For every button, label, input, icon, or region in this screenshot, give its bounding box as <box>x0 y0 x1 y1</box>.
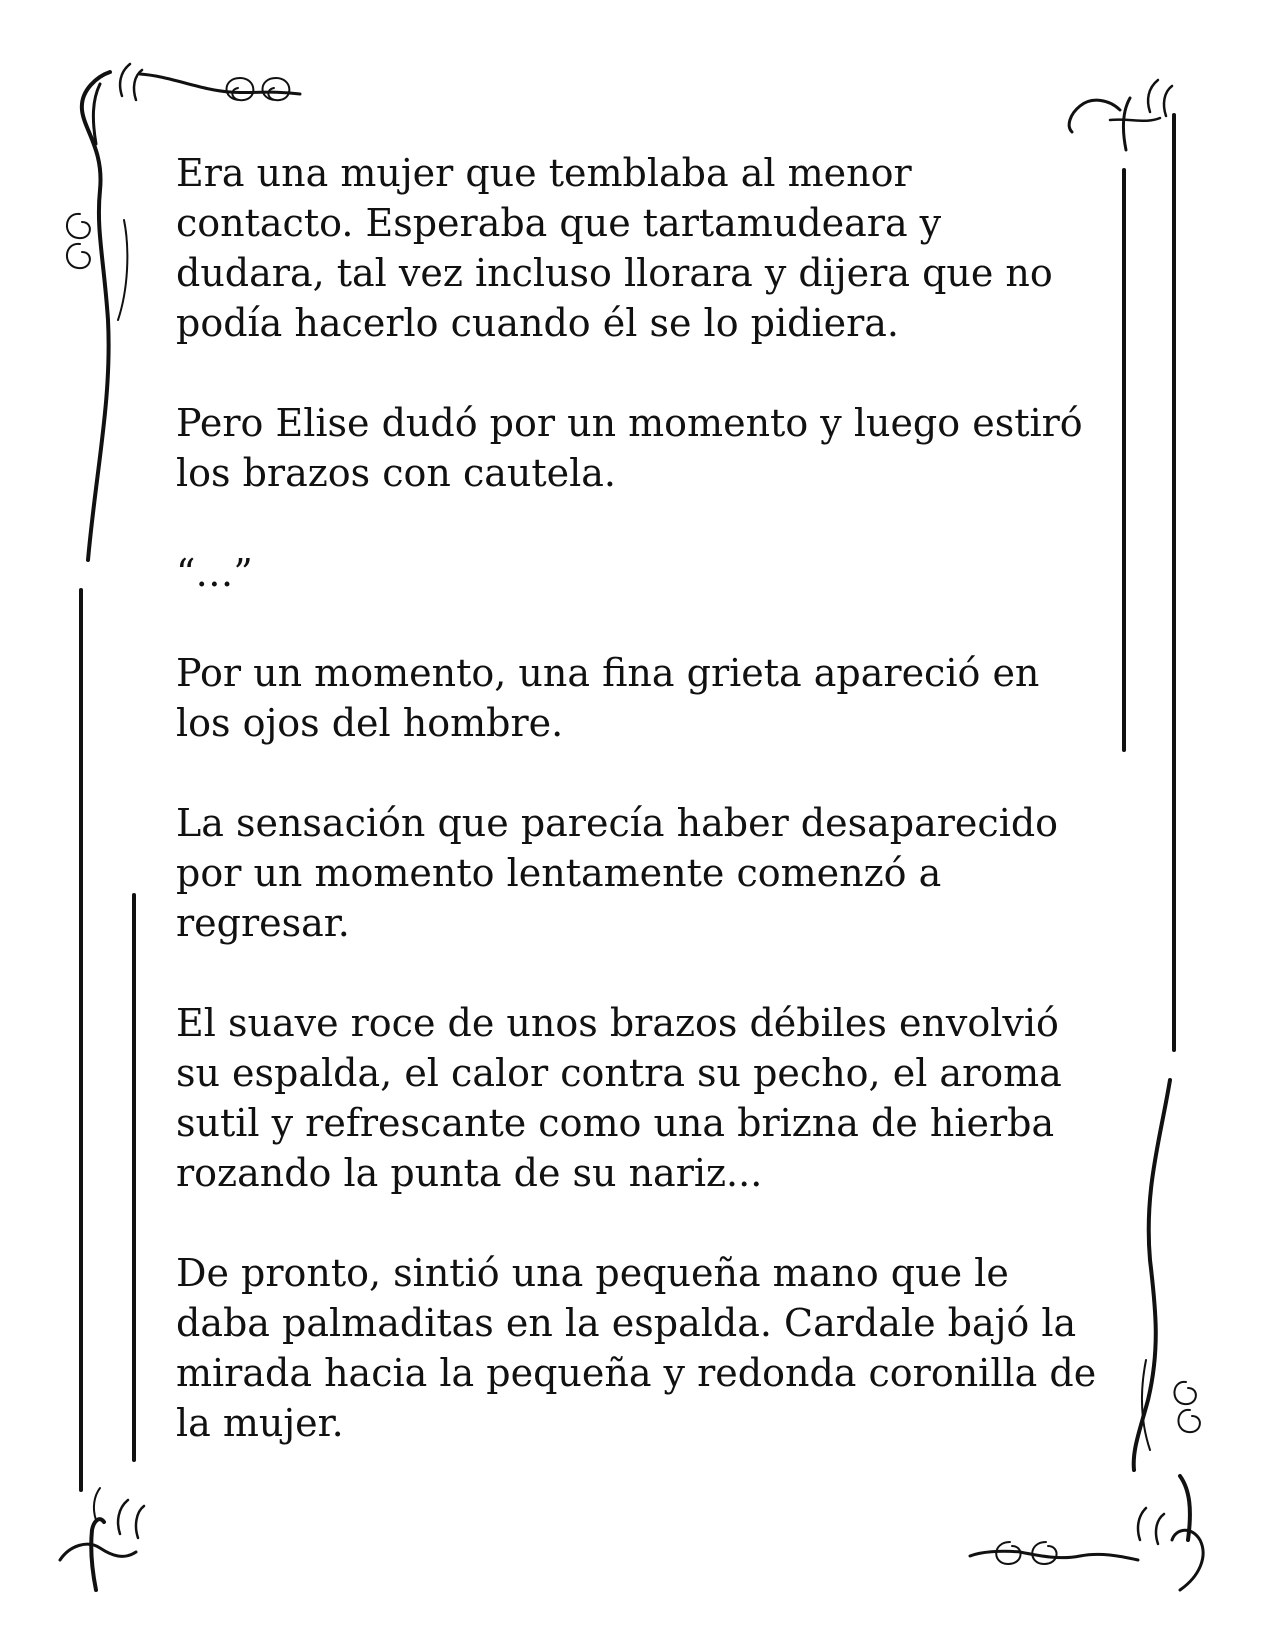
paragraph: De pronto, sintió una pequeña mano que le daba palmaditas en la espalda. Cardale bajó la mirada hacia la pequeña y redonda coronilla de la mujer. <box>176 1251 1097 1445</box>
paragraph: La sensación que parecía haber desaparecido por un momento lentamente comenzó a regresar. <box>176 801 1059 945</box>
paragraph: Pero Elise dudó por un momento y luego estiró los brazos con cautela. <box>176 401 1083 495</box>
story-text <box>176 148 1106 1448</box>
top-right-flourish <box>1069 80 1172 150</box>
paragraph: El suave roce de unos brazos débiles envolvió su espalda, el calor contra su pecho, el aroma sutil y refrescante como una brizna de hierba rozando la punta de su nariz... <box>176 1001 1062 1195</box>
paragraph: Por un momento, una fina grieta apareció en los ojos del hombre. <box>176 651 1040 745</box>
paragraph: Era una mujer que temblaba al menor contacto. Esperaba que tartamudeara y dudara, tal vez incluso llorara y dijera que no podía hacerlo cuando él se lo pidiera. <box>176 151 1053 345</box>
bottom-left-flourish <box>60 1488 144 1590</box>
paragraph: “…” <box>176 551 253 595</box>
